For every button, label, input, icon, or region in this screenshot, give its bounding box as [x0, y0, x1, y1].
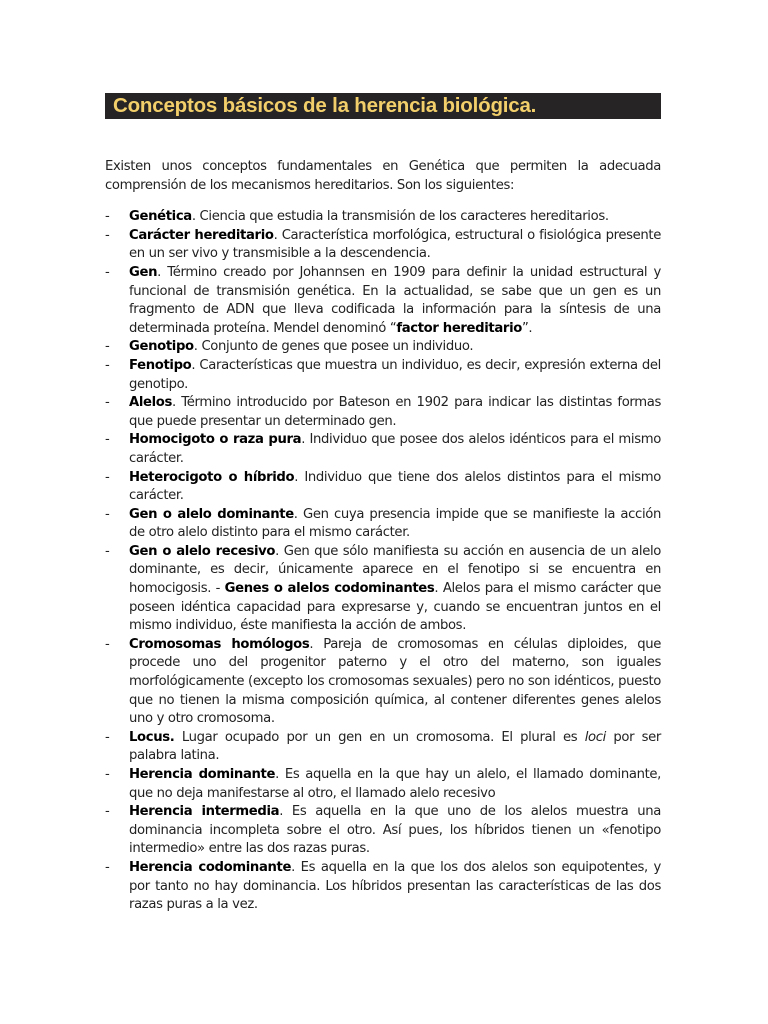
concept-definition: Conjunto de genes que posee un individuo. [201, 339, 474, 355]
concept-item [105, 431, 661, 468]
concept-separator: . [291, 859, 301, 875]
concept-item [105, 338, 661, 357]
concept-separator: . [191, 209, 200, 225]
concept-separator: . [275, 543, 284, 559]
concept-item [105, 506, 661, 543]
concept-term: Homocigoto o raza pura [129, 432, 302, 448]
concept-definition: Gen cuya presencia impide que se manifieste la acción de otro alelo distinto para el mismo carácter. [129, 506, 661, 541]
concept-separator: . [309, 636, 324, 652]
concept-definition: Característica morfológica, estructural o fisiológica presente en un ser vivo y transmisible a la descendencia. [129, 227, 662, 262]
bullet-dash: - [105, 469, 110, 485]
bullet-dash: - [105, 209, 110, 225]
concept-term: Alelos [129, 395, 173, 411]
bullet-dash: - [105, 395, 110, 411]
concept-definition-continued: ”. [521, 320, 533, 336]
concept-separator: . [279, 804, 292, 820]
concept-definition: Individuo que tiene dos alelos distintos para el mismo carácter. [129, 469, 661, 504]
concept-item [105, 227, 661, 264]
concept-term: Herencia intermedia [129, 804, 280, 820]
bullet-dash: - [105, 804, 110, 820]
concept-item [105, 636, 661, 729]
bullet-dash: - [105, 767, 110, 782]
bullet-dash: - [105, 636, 110, 652]
concept-separator: . [193, 339, 202, 355]
concept-definition: Término introducido por Bateson en 1902 para indicar las distintas formas que puede presentar un determinado gen. [129, 395, 661, 429]
concept-separator: . [191, 357, 200, 373]
concept-item [105, 543, 661, 636]
concept-separator: . [273, 227, 282, 243]
concept-item [105, 394, 661, 431]
concept-definition: Individuo que posee dos alelos idénticos para el mismo carácter. [129, 432, 661, 466]
concept-term: Genotipo [129, 339, 194, 355]
concept-separator: . [293, 506, 303, 522]
concept-definition: Lugar ocupado por un gen en un cromosoma. El plural es [181, 729, 585, 745]
concept-term: Gen [129, 264, 158, 280]
bullet-dash: - [105, 729, 110, 745]
concept-item [105, 803, 661, 859]
bullet-dash: - [105, 357, 110, 373]
concept-definition: Es aquella en la que los dos alelos son equipotentes, y por tanto no hay dominancia. Los híbridos presentan las características de las dos razas puras a la vez. [129, 859, 661, 913]
concept-item [105, 859, 661, 915]
concept-definition: Término creado por Johannsen en 1909 para definir la unidad estructural y funcional de transmisión genética. En la actualidad, se sabe que un gen es un fragmento de ADN que lleva codificada la información para la síntesis de una determinada proteína. Mendel denominó “ [129, 264, 661, 336]
concept-definition: Gen que sólo manifiesta su acción en ausencia de un alelo dominante, es decir, únicamente aparece en el fenotipo si se encuentra en homocigosis. - [129, 543, 662, 597]
concept-separator: . [172, 395, 182, 411]
concept-term-secondary: Genes o alelos codominantes [224, 581, 435, 597]
concept-definition: Es aquella en la que uno de los alelos muestra una dominancia incompleta sobre el otro. Así pues, los híbridos tienen un «fenotipo intermedio» entre las dos razas puras. [129, 804, 662, 857]
concept-separator: . [301, 432, 310, 448]
concept-item [105, 766, 661, 803]
intro-paragraph: Existen unos conceptos fundamentales en Genética que permiten la adecuada comprensión de los mecanismos hereditarios. Son los siguientes: [105, 159, 661, 193]
concept-item [105, 469, 661, 506]
concept-term: Genética [129, 209, 192, 225]
bullet-dash: - [105, 339, 110, 355]
concept-term: Fenotipo [129, 357, 192, 373]
concept-definition-continued: . Alelos para el mismo carácter que poseen idéntica capacidad para expresarse y, cuando se encuentran juntos en el mismo individuo, éste manifiesta la acción de ambos. [129, 581, 661, 634]
bullet-dash: - [105, 506, 110, 522]
concept-definition: Ciencia que estudia la transmisión de los caracteres hereditarios. [199, 209, 609, 225]
bullet-dash: - [105, 227, 110, 243]
concept-definition: Características que muestra un individuo, es decir, expresión externa del genotipo. [129, 357, 661, 392]
concept-term: Herencia dominante [129, 767, 276, 782]
concept-term-secondary: factor hereditario [396, 320, 522, 336]
concept-list [105, 208, 661, 915]
bullet-dash: - [105, 543, 110, 559]
bullet-dash: - [105, 432, 110, 448]
concept-definition-continued: por ser palabra latina. [129, 729, 661, 764]
concept-separator [174, 730, 181, 745]
concept-item [105, 264, 661, 338]
concept-term: Gen o alelo recesivo [129, 543, 276, 559]
concept-emphasis: loci [584, 729, 606, 745]
concept-item [105, 729, 661, 766]
concept-definition: Es aquella en la que hay un alelo, el llamado dominante, que no deja manifestarse al otro, el llamado alelo recesivo [129, 767, 662, 801]
concept-term: Cromosomas homólogos [129, 636, 310, 652]
title-banner [105, 93, 661, 119]
bullet-dash: - [105, 859, 110, 875]
concept-term: Herencia codominante [129, 859, 292, 875]
page-title: Conceptos básicos de la herencia biológica. [113, 94, 537, 117]
bullet-dash: - [105, 264, 110, 280]
concept-term: Carácter hereditario [129, 227, 274, 243]
concept-item [105, 357, 661, 394]
concept-separator: . [275, 767, 285, 782]
concept-item [105, 208, 661, 227]
concept-definition: Pareja de cromosomas en células diploides, que procede uno del progenitor paterno y el otro del materno, son iguales morfológicamente (excepto los cromosomas sexuales) pero no son idénticos, puesto que no tienen la misma composición química, al contener diferentes genes alelos uno y otro cromosoma. [129, 636, 662, 727]
concept-term: Locus. [129, 729, 175, 745]
concept-term: Gen o alelo dominante [129, 506, 294, 522]
document-page [105, 93, 661, 915]
concept-separator: . [294, 469, 305, 485]
concept-separator: . [157, 264, 168, 280]
concept-term: Heterocigoto o híbrido [129, 469, 295, 485]
